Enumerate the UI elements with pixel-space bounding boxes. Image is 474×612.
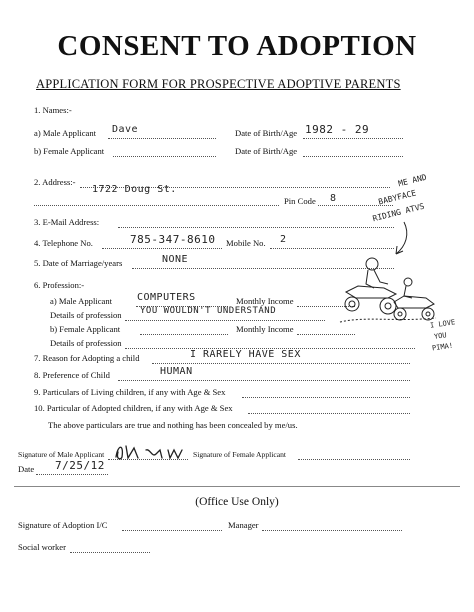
atv-drawing [336,252,440,328]
dob-line-2 [303,156,403,157]
dob-label-2: Date of Birth/Age [235,146,298,156]
dob-label: Date of Birth/Age [235,128,298,138]
email-line [118,227,394,228]
address-label: 2. Address:- [34,177,76,187]
sig-female-line [298,459,410,460]
form-title: CONSENT TO ADOPTION [57,30,417,62]
sig-adoption-line [122,530,222,531]
note-love-3: PIMA! [431,341,454,353]
names-label: 1. Names:- [34,105,72,115]
dob-line [303,138,403,139]
prof-female-line [140,334,228,335]
details-prof-label: Details of profession [50,310,122,320]
sig-adoption-label: Signature of Adoption I/C [18,520,108,530]
declaration-text: The above particulars are true and nothing has been concealed by me/us. [48,420,298,430]
profession-label: 6. Profession:- [34,280,85,290]
note-atv-3: RIDING ATVS [371,201,426,224]
marriage-label: 5. Date of Marriage/years [34,258,123,268]
monthly-income-label: Monthly Income [236,296,294,306]
note-atv-2: BABYFACE [377,188,418,207]
reason-line [152,363,410,364]
office-use-heading: (Office Use Only) [195,496,279,508]
prof-male-value: COMPUTERS [137,292,196,303]
male-applicant-line [108,138,216,139]
reason-value: I RARELY HAVE SEX [190,349,301,360]
social-worker-label: Social worker [18,542,66,552]
date-line [36,474,108,475]
telephone-line [102,248,222,249]
address-line-2 [34,205,279,206]
mobile-value: 2 [280,234,287,245]
social-worker-line [70,552,150,553]
signature-scribble [112,440,190,462]
particulars-adopted-line [248,413,410,414]
note-love-1: I LOVE [429,318,456,330]
monthly-income-label-2: Monthly Income [236,324,294,334]
preference-line [118,380,410,381]
telephone-value: 785-347-8610 [130,233,216,246]
address-value: 1722 Doug St. [92,184,177,195]
prof-female-label: b) Female Applicant [50,324,121,334]
sig-female-label: Signature of Female Applicant [193,450,287,459]
details-prof-label-2: Details of profession [50,338,122,348]
telephone-label: 4. Telephone No. [34,238,93,248]
reason-label: 7. Reason for Adopting a child [34,353,140,363]
office-divider [14,486,460,487]
particulars-children-label: 9. Particulars of Living children, if any with Age & Sex [34,387,226,397]
details-prof-value: YOU WOULDN'T UNDERSTAND [140,306,277,316]
mobile-label: Mobile No. [226,238,266,248]
sig-male-label: Signature of Male Applicant [18,450,105,459]
pin-code-value: 8 [330,193,337,204]
female-applicant-label: b) Female Applicant [34,146,105,156]
manager-line [262,530,402,531]
particulars-adopted-label: 10. Particular of Adopted children, if any with Age & Sex [34,403,233,413]
manager-label: Manager [228,520,259,530]
form-subtitle: APPLICATION FORM FOR PROSPECTIVE ADOPTIVE PARENTS [36,77,401,91]
note-love-2: YOU [433,331,448,341]
particulars-children-line [242,397,410,398]
date-value: 7/25/12 [55,459,105,472]
preference-label: 8. Preference of Child [34,370,110,380]
date-label: Date [18,464,35,474]
details-prof-line [125,320,325,321]
prof-male-label: a) Male Applicant [50,296,113,306]
preference-value: HUMAN [160,366,193,377]
male-applicant-value: Dave [112,124,139,135]
email-label: 3. E-Mail Address: [34,217,100,227]
female-applicant-line [113,156,216,157]
mobile-line [270,248,394,249]
male-applicant-label: a) Male Applicant [34,128,97,138]
note-atv-1: ME AND [397,172,428,189]
dob-male-value: 1982 - 29 [305,123,370,136]
monthly-income-line-2 [297,334,355,335]
pin-code-label: Pin Code [284,196,316,206]
marriage-value: NONE [162,254,189,265]
